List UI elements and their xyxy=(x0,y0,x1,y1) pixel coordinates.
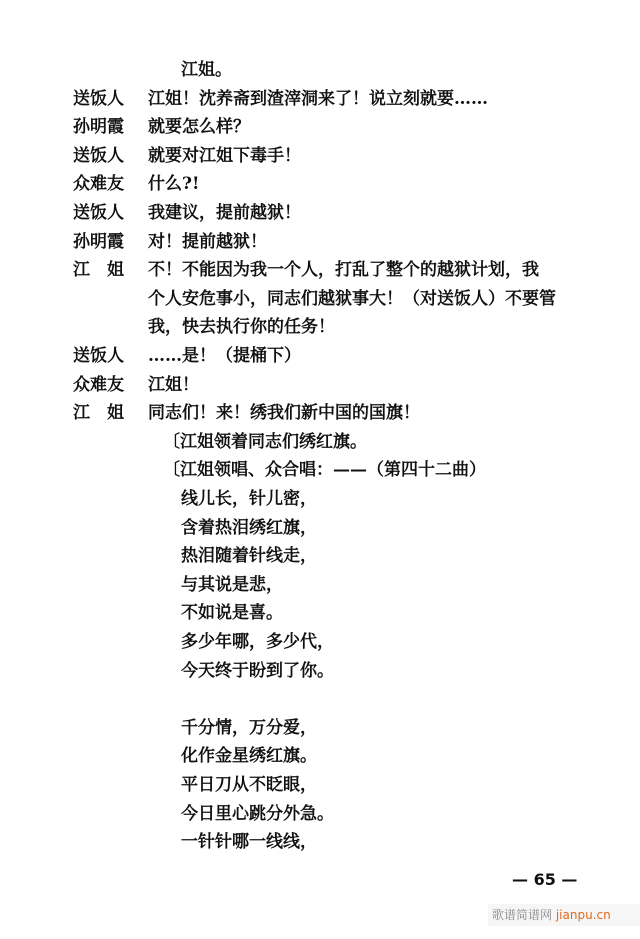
lyric-line: 含着热泪绣红旗， xyxy=(181,517,317,538)
dialogue-text: 对！提前越狱！ xyxy=(148,231,267,252)
dialogue-text: 同志们！来！绣我们新中国的国旗！ xyxy=(148,403,420,424)
speaker-name: 送饭人 xyxy=(73,88,124,109)
lyric-line: 一针针哪一线线， xyxy=(181,832,317,853)
watermark xyxy=(488,904,640,926)
speaker-name: 江 姐 xyxy=(73,260,124,281)
dialogue-text: 江姐！沈养斋到渣滓洞来了！说立刻就要…… xyxy=(148,88,488,109)
dialogue-text: 什么?! xyxy=(148,174,200,195)
lyric-line: 热泪随着针线走， xyxy=(181,546,317,567)
watermark-en: jianpu.cn xyxy=(555,908,611,922)
speaker-name: 送饭人 xyxy=(73,203,124,223)
lyric-line: 线儿长，针儿密， xyxy=(181,489,317,509)
watermark-cn: 歌谱简谱网 xyxy=(492,908,553,922)
lyric-line: 多少年哪，多少代， xyxy=(181,632,334,652)
dialogue-text: ……是！（提桶下） xyxy=(148,346,301,366)
dialogue-text: 我建议，提前越狱！ xyxy=(148,203,301,223)
speaker-name: 江 姐 xyxy=(73,403,124,424)
speaker-name: 众难友 xyxy=(73,174,124,195)
speaker-name: 孙明霞 xyxy=(73,117,124,138)
page-number: — 65 — xyxy=(512,870,578,889)
lyric-line: 与其说是悲， xyxy=(181,574,283,595)
lyric-line: 不如说是喜。 xyxy=(181,603,283,624)
lyric-line: 千分情，万分爱， xyxy=(181,717,317,738)
speaker-name: 众难友 xyxy=(73,374,124,395)
speaker-name: 送饭人 xyxy=(73,346,124,366)
dialogue-text: 就要对江姐下毒手！ xyxy=(148,145,301,166)
speaker-name: 孙明霞 xyxy=(73,231,124,252)
dialogue-text: 就要怎么样？ xyxy=(148,117,250,138)
lyric-line: 今天终于盼到了你。 xyxy=(181,660,334,681)
dialogue-text: 不！不能因为我一个人，打乱了整个的越狱计划，我 xyxy=(148,260,539,281)
dialogue-text: 我，快去执行你的任务！ xyxy=(148,317,335,338)
dialogue-text: 个人安危事小，同志们越狱事大！（对送饭人）不要管 xyxy=(148,288,556,309)
stage-direction: 〔江姐领着同志们绣红旗。 xyxy=(163,431,367,452)
lyric-line: 平日刀从不眨眼， xyxy=(181,775,317,795)
stage-direction: 〔江姐领唱、众合唱：——（第四十二曲） xyxy=(163,460,486,481)
dialogue-text: 江姐！ xyxy=(148,374,199,395)
lyric-line: 化作金星绣红旗。 xyxy=(181,746,317,767)
lyric-line: 今日里心跳分外急。 xyxy=(181,803,334,824)
speaker-name: 送饭人 xyxy=(73,145,124,166)
dialogue-text: 江姐。 xyxy=(181,60,232,80)
